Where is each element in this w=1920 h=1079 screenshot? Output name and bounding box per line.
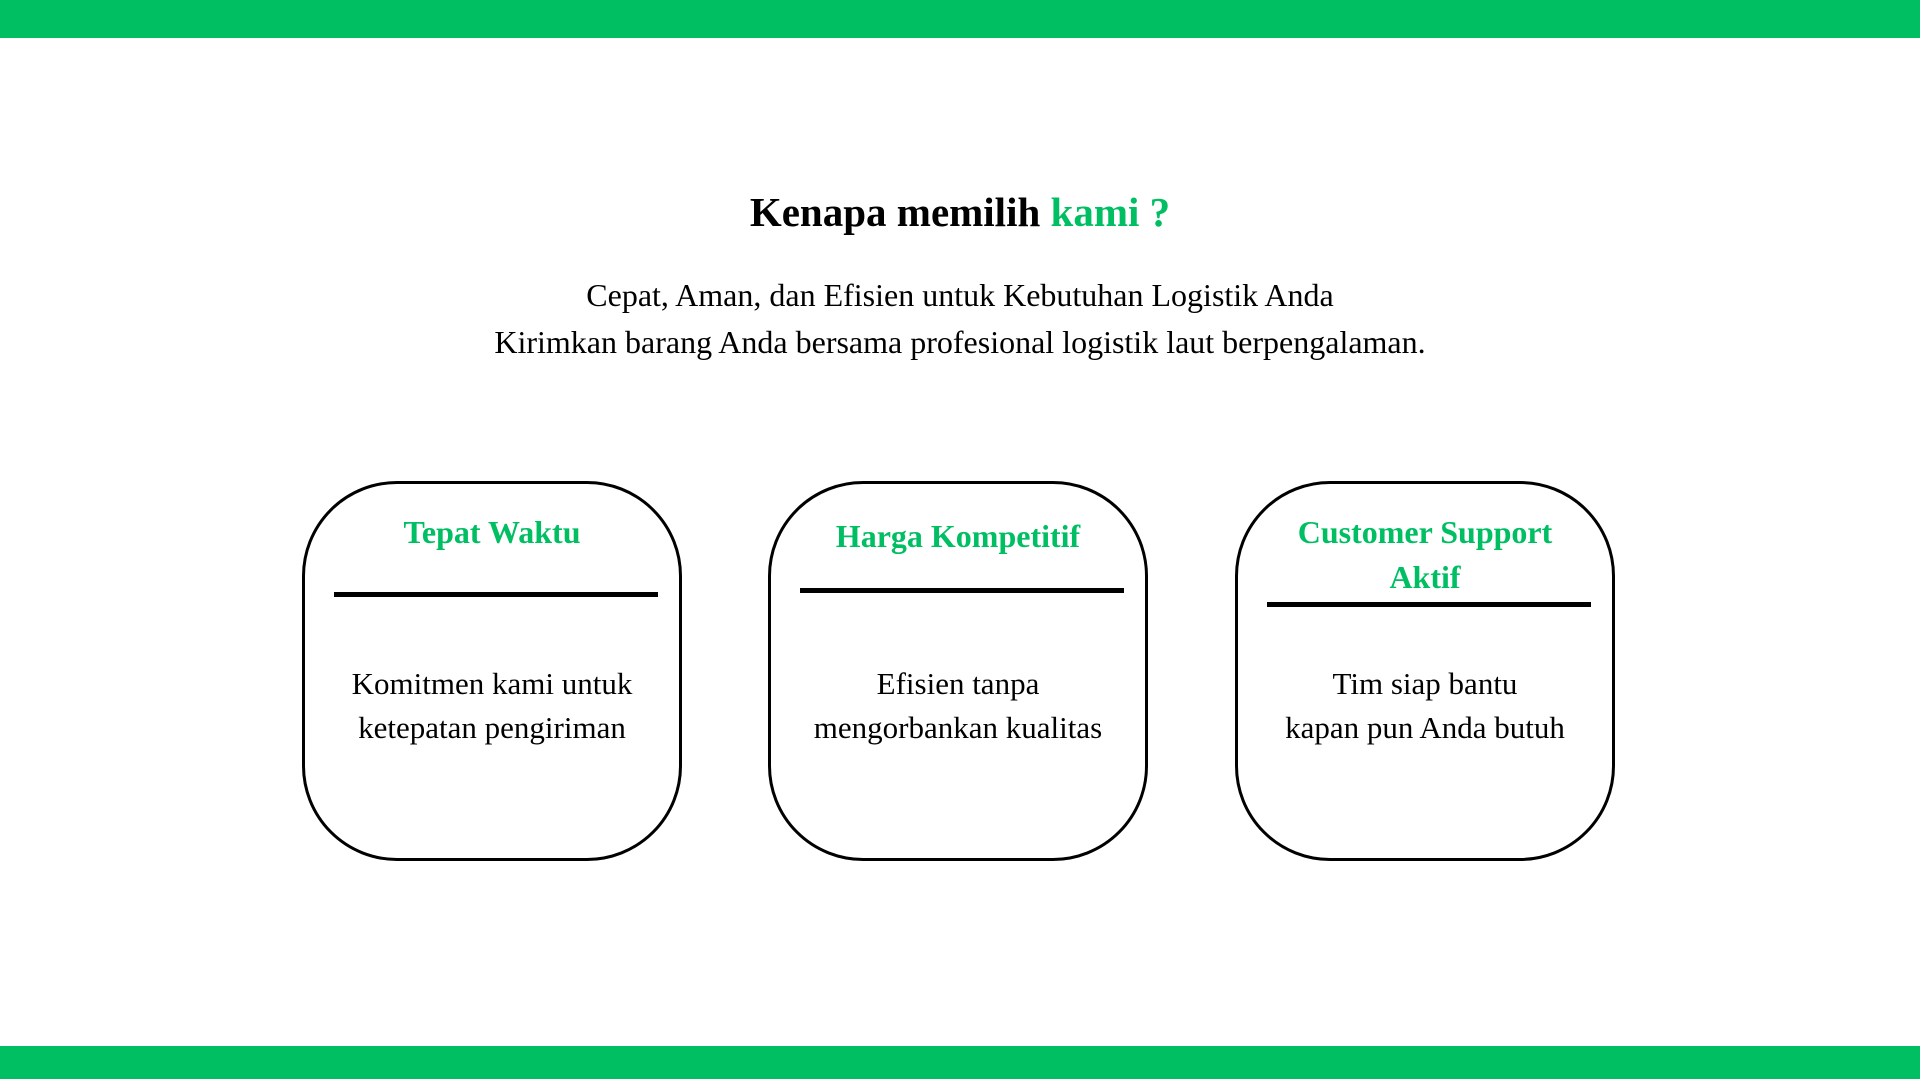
card-title-line: Harga Kompetitif (835, 518, 1081, 554)
card-title (1238, 510, 1612, 600)
card-desc-line: kapan pun Anda butuh (1285, 710, 1565, 745)
feature-card-tepat-waktu (302, 481, 682, 861)
section-heading (0, 186, 1920, 238)
card-desc-line: Tim siap bantu (1332, 666, 1518, 701)
heading-prefix: Kenapa memilih (749, 189, 1051, 235)
card-description (1238, 662, 1612, 750)
card-desc-line: Efisien tanpa (876, 666, 1040, 701)
card-desc-line: Komitmen kami untuk (351, 666, 633, 701)
card-title (771, 514, 1145, 559)
top-accent-bar (0, 0, 1920, 38)
feature-card-harga-kompetitif (768, 481, 1148, 861)
bottom-accent-bar (0, 1046, 1920, 1079)
card-title-line: Customer Support (1297, 514, 1553, 550)
card-divider (334, 592, 658, 597)
card-desc-line: ketepatan pengiriman (358, 710, 626, 745)
card-title-line: Tepat Waktu (403, 514, 581, 550)
card-description (771, 662, 1145, 750)
subtitle-line-1: Cepat, Aman, dan Efisien untuk Kebutuhan Logistik Anda (586, 277, 1334, 313)
card-divider (800, 588, 1124, 593)
card-desc-line: mengorbankan kualitas (813, 710, 1103, 745)
card-description (305, 662, 679, 750)
card-divider (1267, 602, 1591, 607)
subtitle-line-2: Kirimkan barang Anda bersama profesional logistik laut berpengalaman. (494, 324, 1426, 360)
card-title-line: Aktif (1389, 559, 1461, 595)
feature-card-customer-support (1235, 481, 1615, 861)
card-title (305, 510, 679, 555)
heading-highlight: kami ? (1050, 189, 1171, 235)
